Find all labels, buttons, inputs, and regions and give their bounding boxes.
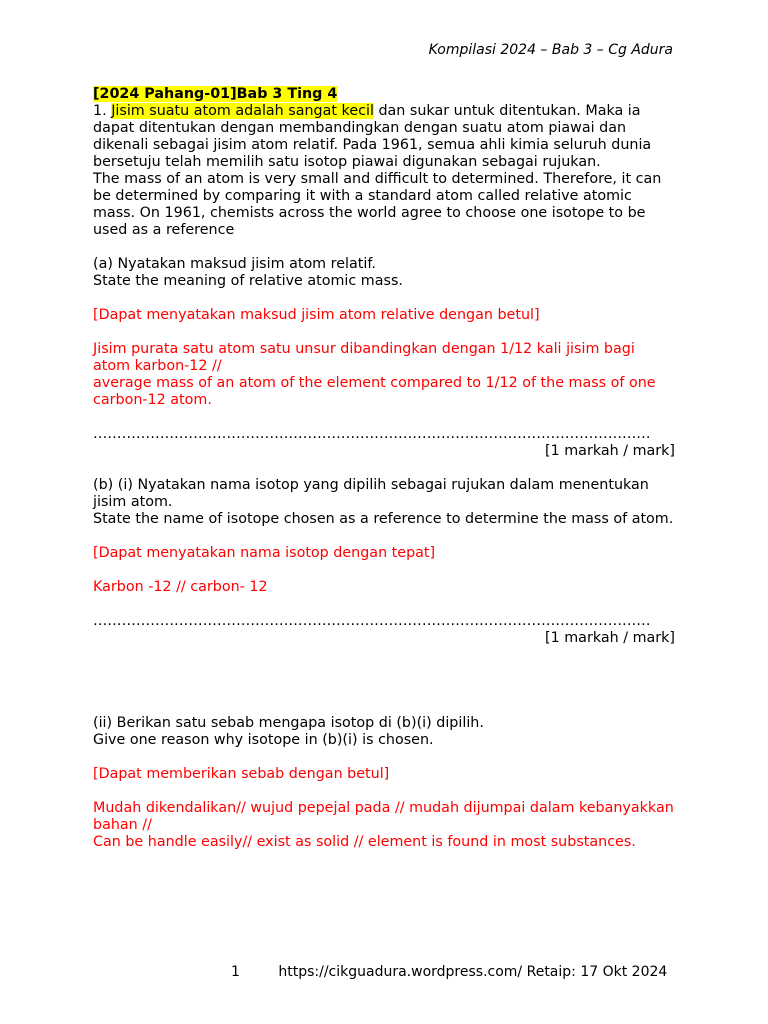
question-title-line <box>93 86 675 103</box>
part-a-answer-ms: Jisim purata satu atom satu unsur dibandingkan dengan 1/12 kali jisim bagi atom karbon-12 // <box>93 341 635 374</box>
document-body <box>93 86 675 851</box>
part-b-i-answer: Karbon -12 // carbon- 12 <box>93 579 268 595</box>
question-number: 1. <box>93 103 107 119</box>
part-b-i-question-ms: (b) (i) Nyatakan nama isotop yang dipilih sebagai rujukan dalam menentukan jisim atom. <box>93 477 649 510</box>
part-b-i-mark: [1 markah / mark] <box>545 630 675 646</box>
part-b-i-answer-line: ……………………………………………………………………………………………………… <box>93 613 651 629</box>
part-a-question-en: State the meaning of relative atomic mass. <box>93 273 403 289</box>
part-b-ii-question-ms: (ii) Berikan satu sebab mengapa isotop di (b)(i) dipilih. <box>93 715 484 731</box>
footer-url: https://cikguadura.wordpress.com/ Retaip: 17 Okt 2024 <box>278 964 668 980</box>
page-number: 1 <box>231 964 240 980</box>
question-intro <box>93 103 675 171</box>
part-a-question-ms: (a) Nyatakan maksud jisim atom relatif. <box>93 256 376 272</box>
part-b-ii-answer-en: Can be handle easily// exist as solid // element is found in most substances. <box>93 834 636 850</box>
part-a-criteria: [Dapat menyatakan maksud jisim atom relative dengan betul] <box>93 307 540 323</box>
part-b-i-question-en: State the name of isotope chosen as a reference to determine the mass of atom. <box>93 511 674 527</box>
part-a-mark: [1 markah / mark] <box>545 443 675 459</box>
page-header: Kompilasi 2024 – Bab 3 – Cg Adura <box>428 42 673 58</box>
question-intro-en: The mass of an atom is very small and difficult to determined. Therefore, it can be determined by comparing it with a standard atom called relative atomic mass. On 1961, chemists across the world agree to choose one isotope to be used as a reference <box>93 171 662 238</box>
intro-highlight: Jisim suatu atom adalah sangat kecil <box>111 103 374 119</box>
intro-rest: dan sukar untuk ditentukan. Maka ia dapat ditentukan dengan membandingkan dengan suatu atom piawai dan dikenali sebagai jisim atom relatif. Pada 1961, semua ahli kimia seluruh dunia bersetuju telah memilih satu isotop piawai digunakan sebagai rujukan. <box>93 103 652 170</box>
part-a-answer-en: average mass of an atom of the element compared to 1/12 of the mass of one carbon-12 atom. <box>93 375 656 408</box>
part-b-ii-answer-ms: Mudah dikendalikan// wujud pepejal pada // mudah dijumpai dalam kebanyakkan bahan // <box>93 800 674 833</box>
question-title: [2024 Pahang-01]Bab 3 Ting 4 <box>93 86 338 102</box>
part-b-ii-question-en: Give one reason why isotope in (b)(i) is chosen. <box>93 732 434 748</box>
page-footer <box>231 964 667 981</box>
part-b-ii-criteria: [Dapat memberikan sebab dengan betul] <box>93 766 390 782</box>
part-b-i-criteria: [Dapat menyatakan nama isotop dengan tepat] <box>93 545 436 561</box>
part-a-answer-line: ……………………………………………………………………………………………………… <box>93 426 651 442</box>
